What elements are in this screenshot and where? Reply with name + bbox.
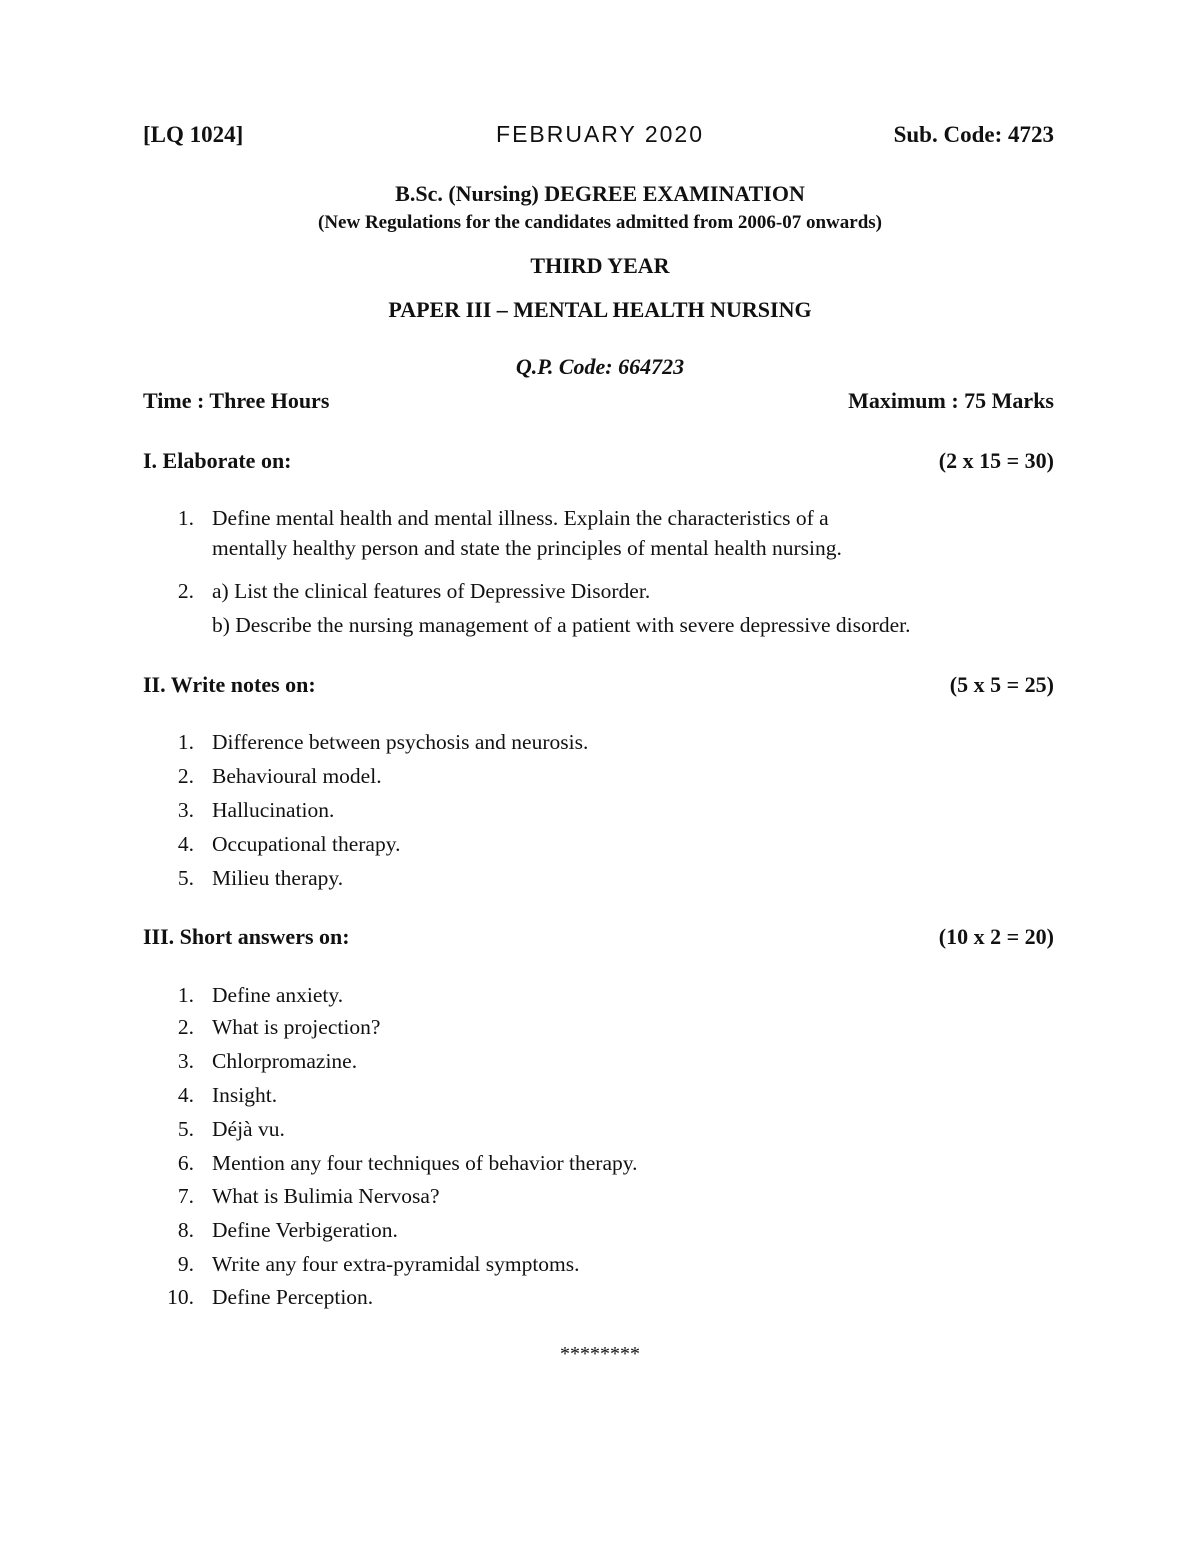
item-number: 9. <box>177 1252 194 1276</box>
item-number: 2. <box>177 1015 194 1039</box>
section1-title: I. Elaborate on: <box>143 448 292 473</box>
item-text: Insight. <box>212 1083 278 1107</box>
item-text: What is Bulimia Nervosa? <box>212 1184 440 1208</box>
item-text: Chlorpromazine. <box>212 1049 358 1073</box>
item-number: 3. <box>177 1049 194 1073</box>
item-number: 8. <box>177 1218 194 1242</box>
item-text: Define Perception. <box>212 1285 374 1309</box>
year-title: THIRD YEAR <box>530 253 670 278</box>
item-text: Milieu therapy. <box>212 866 344 890</box>
item-text: Write any four extra-pyramidal symptoms. <box>212 1252 580 1276</box>
item-number: 5. <box>177 1117 194 1141</box>
section2-marks: (5 x 5 = 25) <box>949 672 1054 697</box>
section1-marks: (2 x 15 = 30) <box>938 448 1054 473</box>
time-allowed: Time : Three Hours <box>143 388 330 413</box>
question-text: mentally healthy person and state the principles of mental health nursing. <box>212 536 842 560</box>
item-number: 7. <box>177 1184 194 1208</box>
item-number: 6. <box>177 1151 194 1175</box>
maximum-marks: Maximum : 75 Marks <box>848 388 1054 413</box>
item-number: 4. <box>177 832 194 856</box>
question-part-a: a) List the clinical features of Depressive Disorder. <box>212 579 651 603</box>
question-number: 2. <box>177 579 194 603</box>
question-text: Define mental health and mental illness. Explain the characteristics of a <box>212 506 829 530</box>
item-text: What is projection? <box>212 1015 381 1039</box>
degree-title: B.Sc. (Nursing) DEGREE EXAMINATION <box>395 181 805 206</box>
question-part-b: b) Describe the nursing management of a patient with severe depressive disorder. <box>212 613 911 637</box>
month-year: FEBRUARY 2020 <box>496 121 704 147</box>
item-number: 3. <box>177 798 194 822</box>
item-text: Behavioural model. <box>212 764 382 788</box>
regulations-note: (New Regulations for the candidates admitted from 2006-07 onwards) <box>318 212 882 233</box>
item-number: 1. <box>177 730 194 754</box>
item-number: 2. <box>177 764 194 788</box>
paper-title: PAPER III – MENTAL HEALTH NURSING <box>388 297 812 322</box>
item-number: 5. <box>177 866 194 890</box>
item-text: Occupational therapy. <box>212 832 401 856</box>
section3-marks: (10 x 2 = 20) <box>938 924 1054 949</box>
item-text: Hallucination. <box>212 798 335 822</box>
item-number: 10. <box>167 1285 194 1309</box>
item-number: 4. <box>177 1083 194 1107</box>
question-number: 1. <box>177 506 194 530</box>
qp-code: Q.P. Code: 664723 <box>515 354 685 379</box>
item-text: Déjà vu. <box>212 1117 285 1141</box>
item-text: Mention any four techniques of behavior therapy. <box>212 1151 638 1175</box>
item-number: 1. <box>177 983 194 1007</box>
sub-code: Sub. Code: 4723 <box>893 122 1054 147</box>
ref-code: [LQ 1024] <box>143 122 244 147</box>
end-marker: ******** <box>560 1343 640 1365</box>
item-text: Define anxiety. <box>212 983 344 1007</box>
section3-title: III. Short answers on: <box>143 924 350 949</box>
section2-title: II. Write notes on: <box>143 672 316 697</box>
item-text: Difference between psychosis and neurosis. <box>212 730 589 754</box>
item-text: Define Verbigeration. <box>212 1218 398 1242</box>
